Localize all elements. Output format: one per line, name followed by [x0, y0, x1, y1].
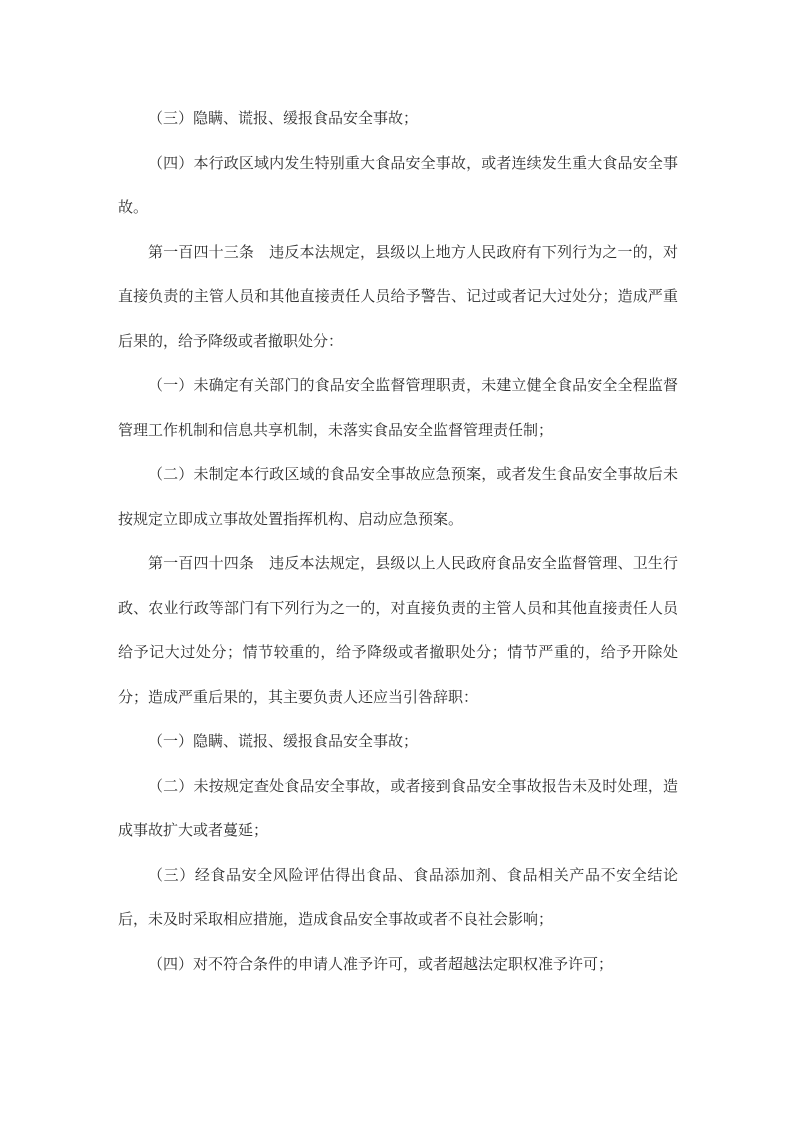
- article-144-item-2-paragraph: （二）未按规定查处食品安全事故，或者接到食品安全事故报告未及时处理，造成事故扩大或者蔓延；: [118, 776, 678, 839]
- article-143-item-1-paragraph: （一）未确定有关部门的食品安全监督管理职责，未建立健全食品安全全程监督管理工作机制和信息共享机制，未落实食品安全监督管理责任制；: [118, 376, 678, 439]
- article-143-item-2-paragraph: （二）未制定本行政区域的食品安全事故应急预案，或者发生食品安全事故后未按规定立即成立事故处置指挥机构、启动应急预案。: [118, 465, 678, 528]
- article-144-item-3-paragraph: （三）经食品安全风险评估得出食品、食品添加剂、食品相关产品不安全结论后，未及时采取相应措施，造成食品安全事故或者不良社会影响；: [118, 865, 678, 928]
- item-4-paragraph: （四）本行政区域内发生特别重大食品安全事故，或者连续发生重大食品安全事故。: [118, 153, 678, 216]
- article-144-item-1-paragraph: （一）隐瞒、谎报、缓报食品安全事故；: [148, 732, 419, 750]
- document-body: [118, 96, 678, 986]
- article-144-paragraph: 第一百四十四条 违反本法规定，县级以上人民政府食品安全监督管理、卫生行政、农业行政等部门有下列行为之一的，对直接负责的主管人员和其他直接责任人员给予记大过处分；情节较重的，给予降级或者撤职处分；情节严重的，给予开除处分；造成严重后果的，其主要负责人还应当引咎辞职：: [118, 554, 678, 706]
- article-143-paragraph: 第一百四十三条 违反本法规定，县级以上地方人民政府有下列行为之一的，对直接负责的主管人员和其他直接责任人员给予警告、记过或者记大过处分；造成严重后果的，给予降级或者撤职处分：: [118, 242, 678, 350]
- article-144-item-4-paragraph: （四）对不符合条件的申请人准予许可，或者超越法定职权准予许可；: [148, 954, 614, 973]
- item-3-paragraph: （三）隐瞒、谎报、缓报食品安全事故；: [148, 109, 419, 127]
